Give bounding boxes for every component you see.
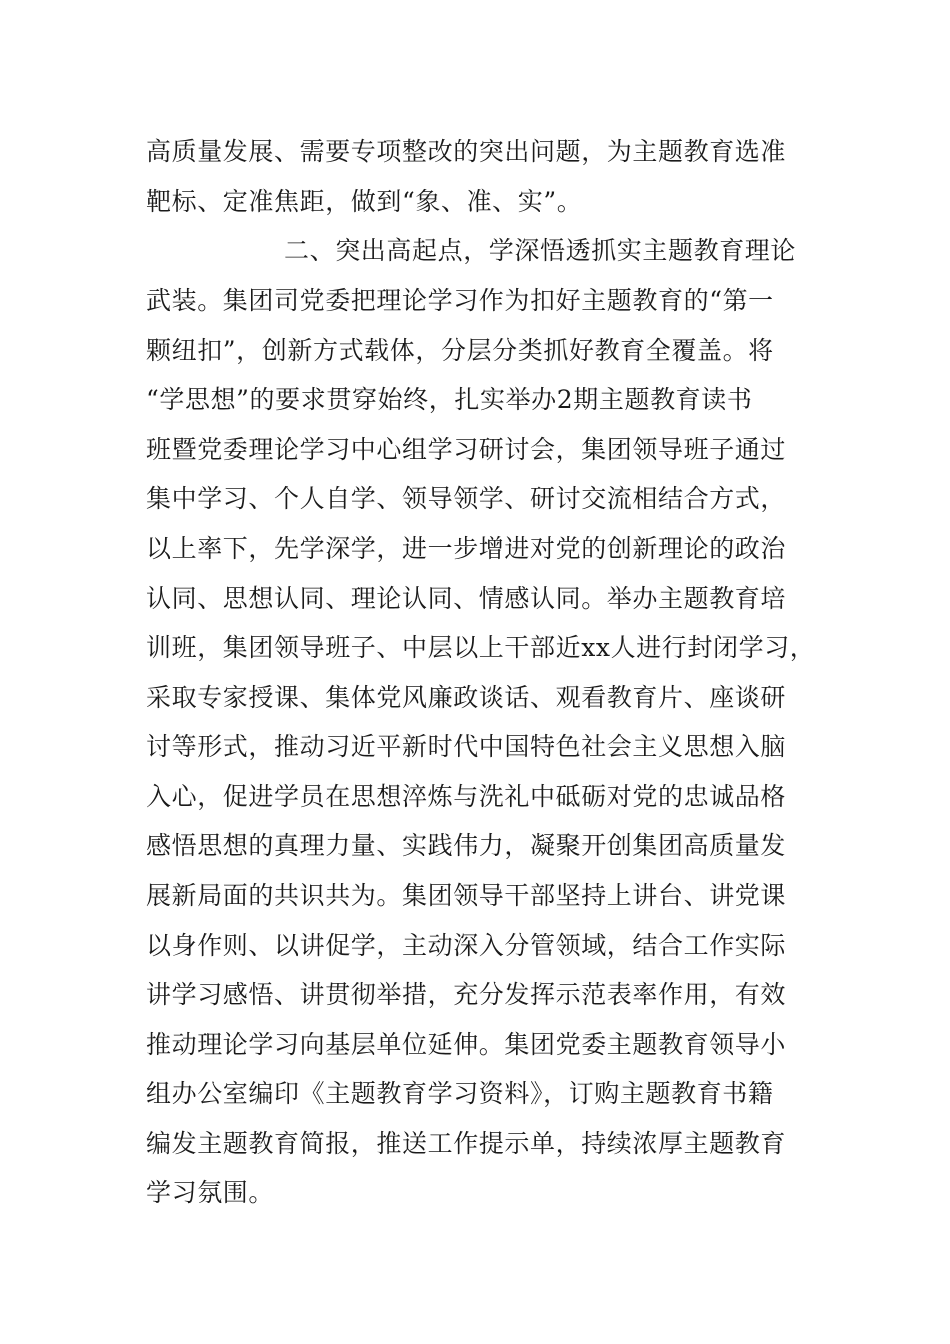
text-line: 训班，集团领导班子、中层以上干部近xx人进行封闭学习，: [146, 633, 816, 662]
text-line: 以上率下，先学深学，进一步增进对党的创新理论的政治: [146, 534, 787, 563]
section-heading-line: 二、突出高起点，学深悟透抓实主题教育理论: [284, 236, 797, 265]
text-line: 武装。集团司党委把理论学习作为扣好主题教育的“第一: [146, 286, 774, 315]
text-line: 讨等形式，推动习近平新时代中国特色社会主义思想入脑: [146, 732, 787, 761]
text-line: 感悟思想的真理力量、实践伟力，凝聚开创集团高质量发: [146, 831, 787, 860]
text-line: 展新局面的共识共为。集团领导干部坚持上讲台、讲党课: [146, 881, 787, 910]
text-line: 编发主题教育简报，推送工作提示单，持续浓厚主题教育: [146, 1129, 787, 1158]
text-line: 班暨党委理论学习中心组学习研讨会，集团领导班子通过: [146, 435, 787, 464]
text-line: 讲学习感悟、讲贯彻举措，充分发挥示范表率作用，有效: [146, 980, 787, 1009]
text-line: 组办公室编印《主题教育学习资料》，订购主题教育书籍: [146, 1079, 774, 1108]
text-line: 认同、思想认同、理论认同、情感认同。举办主题教育培: [146, 584, 787, 613]
text-line: 推动理论学习向基层单位延伸。集团党委主题教育领导小: [146, 1030, 787, 1059]
text-line: 入心，促进学员在思想淬炼与洗礼中砥砺对党的忠诚品格: [146, 782, 787, 811]
text-line: 高质量发展、需要专项整改的突出问题，为主题教育选准: [146, 137, 787, 166]
text-line: 集中学习、个人自学、领导领学、研讨交流相结合方式，: [146, 484, 787, 513]
text-line: “学思想”的要求贯穿始终，扎实举办2期主题教育读书: [146, 385, 753, 414]
text-line: 靶标、定准焦距，做到“象、准、实”。: [146, 187, 583, 216]
text-line: 颗纽扣”，创新方式载体，分层分类抓好教育全覆盖。将: [146, 336, 774, 365]
text-line: 学习氛围。: [146, 1178, 275, 1207]
text-line: 以身作则、以讲促学，主动深入分管领域，结合工作实际: [146, 931, 787, 960]
text-line: 采取专家授课、集体党风廉政谈话、观看教育片、座谈研: [146, 683, 787, 712]
